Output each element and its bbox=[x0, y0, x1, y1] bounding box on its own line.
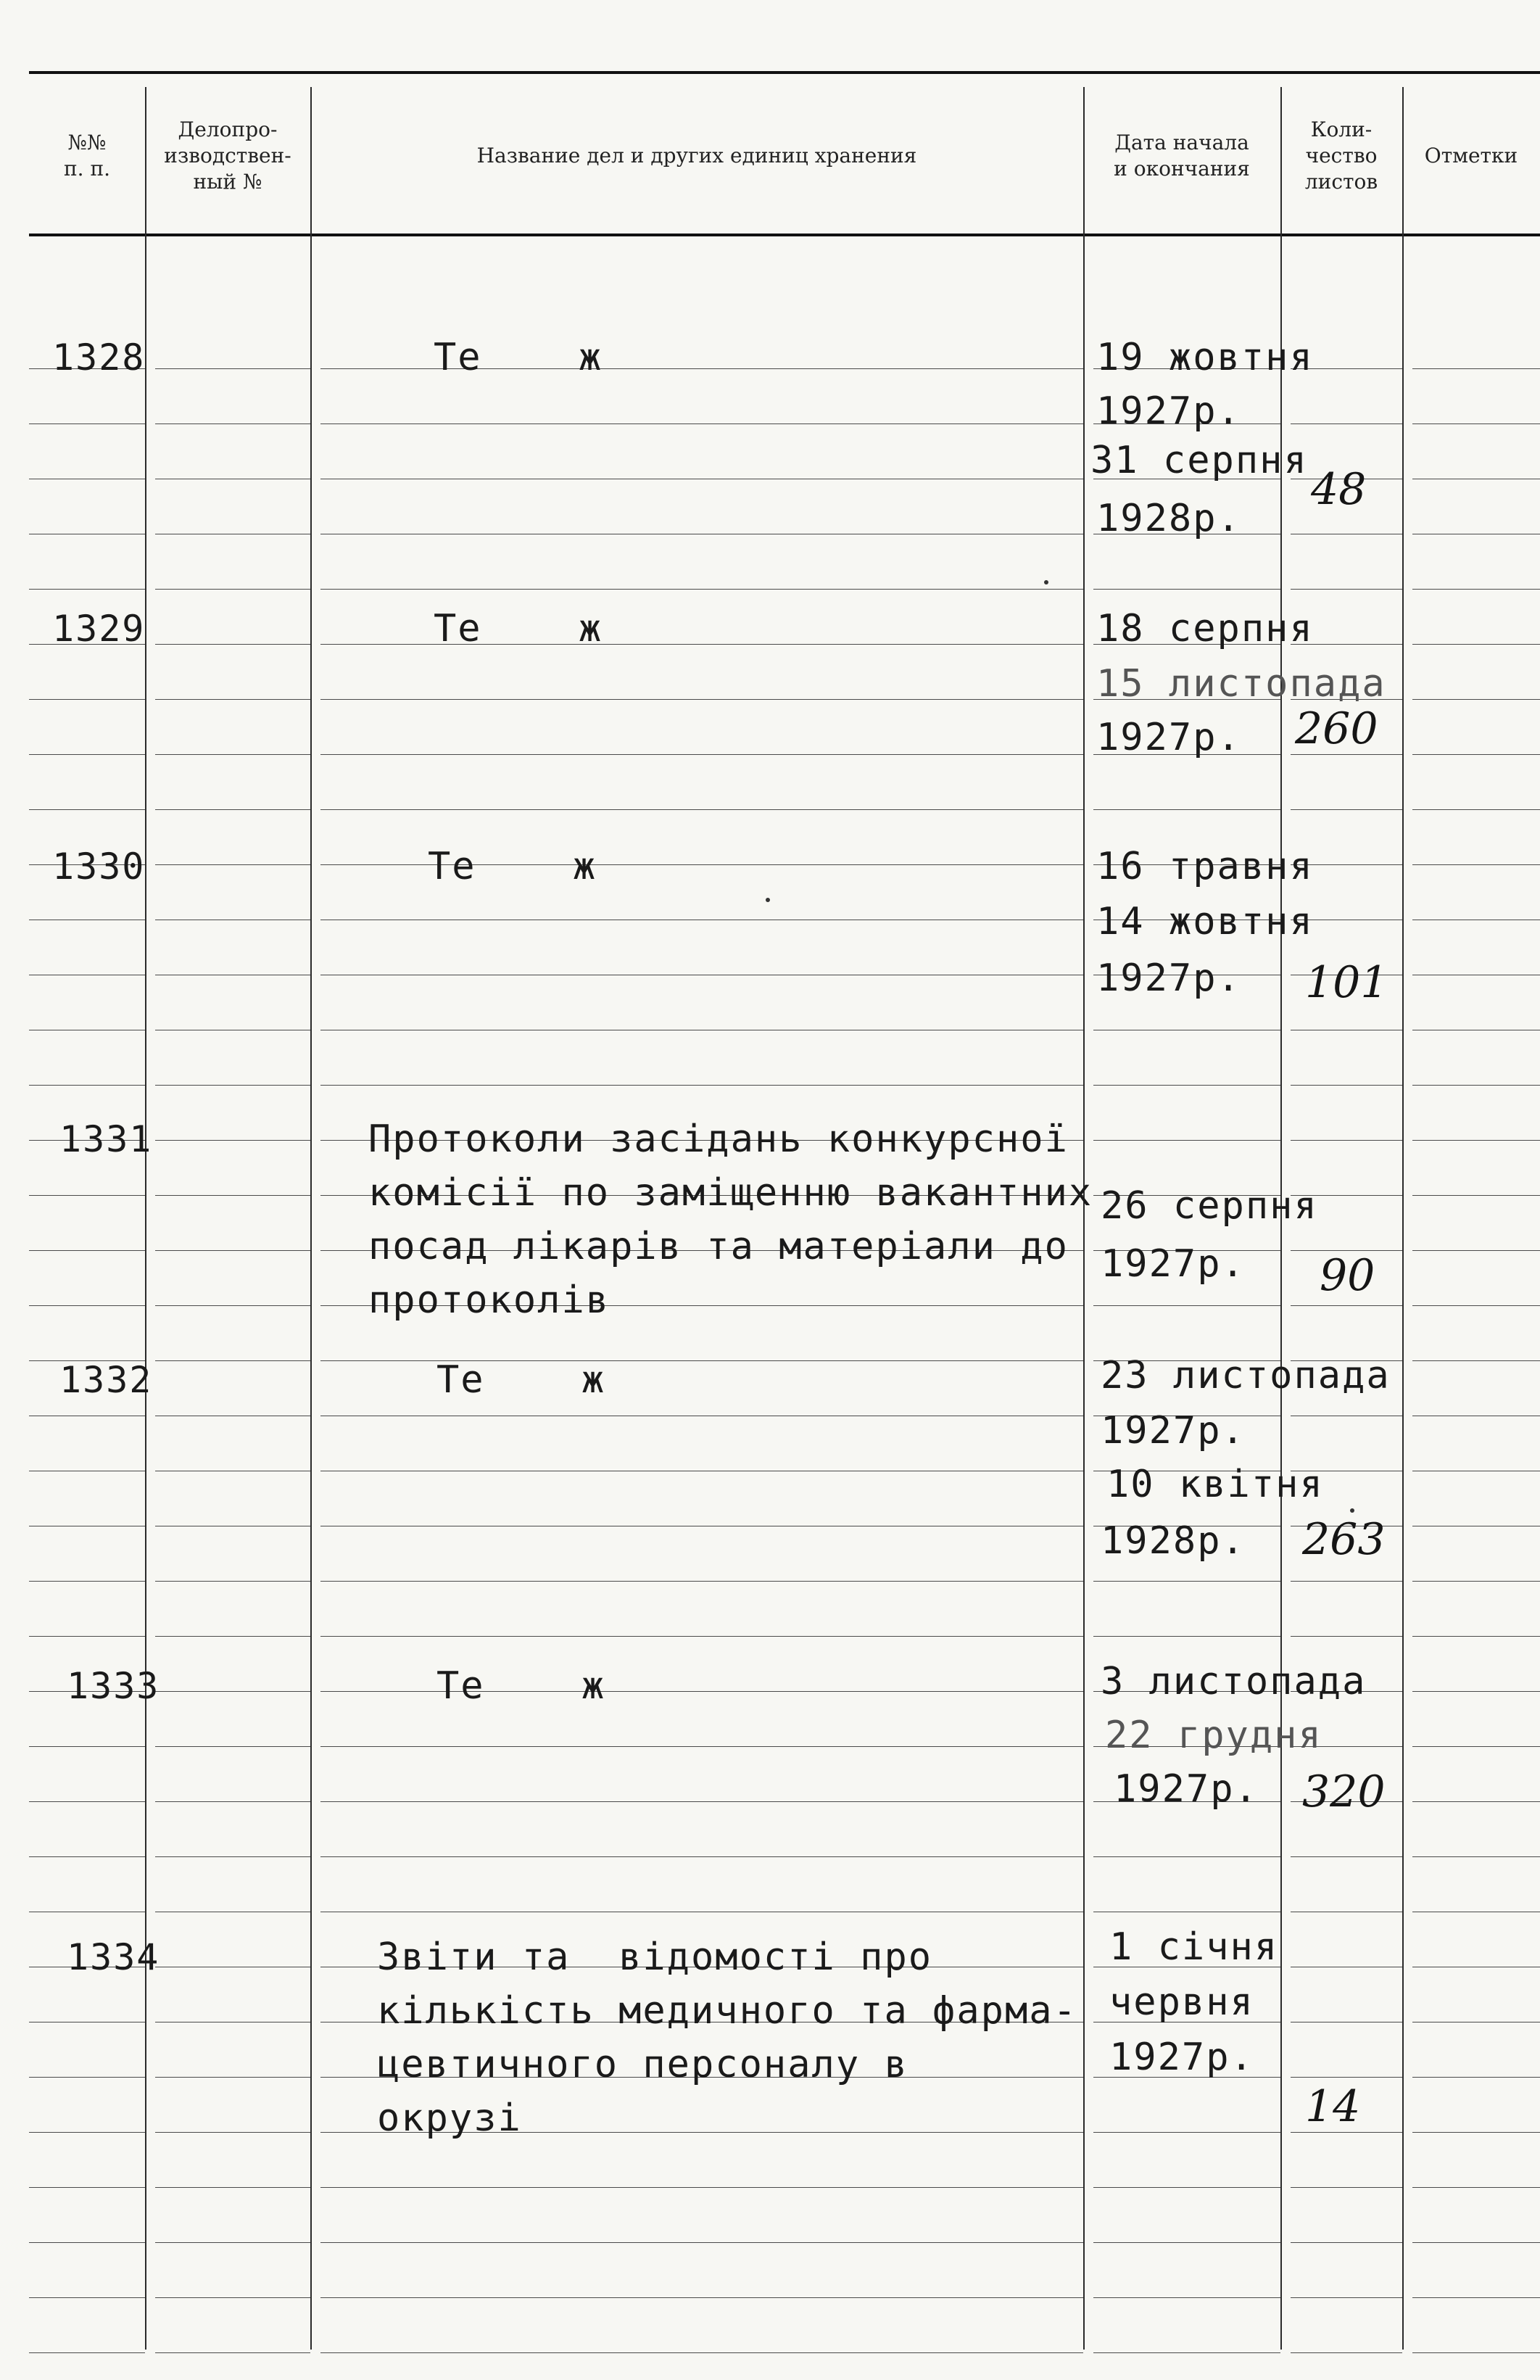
ruled-line bbox=[320, 1746, 1083, 1747]
ruled-line bbox=[155, 1636, 310, 1637]
ruled-line bbox=[1093, 2132, 1280, 2133]
ruled-line bbox=[1291, 1856, 1402, 1857]
ruled-line bbox=[155, 1801, 310, 1802]
ruled-line bbox=[29, 1801, 145, 1802]
entry-date: 1927р. bbox=[1114, 1767, 1259, 1811]
ruled-line bbox=[1093, 589, 1280, 590]
entry-number: 1330 bbox=[52, 846, 146, 888]
ruled-line bbox=[1093, 2242, 1280, 2243]
entry-date: 26 серпня bbox=[1101, 1184, 1318, 1228]
entry-sheet-count: 48 bbox=[1311, 464, 1367, 515]
ruled-line bbox=[1412, 1581, 1540, 1582]
entry-date: 31 серпня bbox=[1090, 439, 1308, 482]
ruled-line bbox=[1291, 1085, 1402, 1086]
ruled-line bbox=[29, 2242, 145, 2243]
ruled-line bbox=[1093, 1085, 1280, 1086]
entry-date: 1 січня bbox=[1109, 1925, 1279, 1969]
entry-title-line: протоколів bbox=[368, 1278, 610, 1322]
entry-date: 1927р. bbox=[1096, 956, 1241, 1000]
header-office-number: Делопро- изводствен- ный № bbox=[164, 117, 291, 194]
entry-date: 1927р. bbox=[1101, 1409, 1246, 1453]
ruled-line bbox=[1412, 1250, 1540, 1251]
ruled-line bbox=[1291, 2187, 1402, 2188]
entry-sheet-count: 260 bbox=[1295, 703, 1378, 754]
ruled-line bbox=[1291, 1305, 1402, 1306]
ruled-line bbox=[1291, 2077, 1402, 2078]
entry-title-line: цевтичного персоналу в bbox=[377, 2043, 908, 2086]
ruled-line bbox=[1412, 368, 1540, 369]
ruled-line bbox=[1093, 2297, 1280, 2298]
entry-number: 1333 bbox=[67, 1665, 160, 1707]
entry-sheet-count: 320 bbox=[1302, 1767, 1386, 1817]
ruled-line bbox=[155, 809, 310, 810]
ruled-line bbox=[1412, 754, 1540, 755]
ruled-line bbox=[1093, 2352, 1280, 2353]
ruled-line bbox=[1412, 864, 1540, 865]
header-bottom-rule bbox=[29, 234, 1540, 236]
ruled-line bbox=[155, 368, 310, 369]
entry-sheet-count: 90 bbox=[1320, 1250, 1375, 1301]
entry-sheet-count: 263 bbox=[1302, 1514, 1386, 1565]
ruled-line bbox=[29, 423, 145, 424]
entry-date: 1928р. bbox=[1096, 497, 1241, 540]
ruled-line bbox=[1412, 699, 1540, 700]
entry-title-line: Звіти та відомості про bbox=[377, 1935, 933, 1979]
ruled-line bbox=[1093, 809, 1280, 810]
ruled-line bbox=[1412, 1691, 1540, 1692]
entry-title: Те ж bbox=[436, 1358, 606, 1402]
ruled-line bbox=[29, 1581, 145, 1582]
ruled-line bbox=[29, 2297, 145, 2298]
header-top-rule bbox=[29, 71, 1540, 74]
ruled-line bbox=[155, 2187, 310, 2188]
entry-date: 18 серпня bbox=[1096, 607, 1314, 650]
ruled-line bbox=[155, 1360, 310, 1361]
ruled-line bbox=[155, 1856, 310, 1857]
ruled-line bbox=[1412, 2242, 1540, 2243]
ruled-line bbox=[1412, 1195, 1540, 1196]
entry-date: червня bbox=[1109, 1980, 1254, 2024]
entry-number: 1328 bbox=[52, 336, 146, 379]
ruled-line bbox=[1093, 1581, 1280, 1582]
ruled-line bbox=[1412, 2352, 1540, 2353]
entry-date: 1927р. bbox=[1109, 2036, 1254, 2079]
entry-date: 22 грудня bbox=[1105, 1714, 1322, 1757]
ruled-line bbox=[320, 423, 1083, 424]
entry-date: 15 листопада bbox=[1096, 662, 1386, 706]
ruled-line bbox=[29, 2352, 145, 2353]
ruled-line bbox=[320, 2187, 1083, 2188]
paper-speck bbox=[1044, 580, 1048, 584]
ruled-line bbox=[320, 1691, 1083, 1692]
ruled-line bbox=[1093, 1305, 1280, 1306]
entry-sheet-count: 14 bbox=[1305, 2081, 1361, 2132]
ruled-line bbox=[1291, 589, 1402, 590]
ruled-line bbox=[155, 1746, 310, 1747]
header-dates: Дата начала и окончания bbox=[1114, 131, 1250, 181]
ruled-line bbox=[29, 2132, 145, 2133]
ruled-line bbox=[155, 864, 310, 865]
ruled-line bbox=[155, 2242, 310, 2243]
header-title: Название дел и других единиц хранения bbox=[476, 144, 917, 168]
ruled-line bbox=[1412, 1636, 1540, 1637]
entry-date: 1927р. bbox=[1096, 716, 1241, 759]
ruled-line bbox=[155, 1140, 310, 1141]
entry-date: 1927р. bbox=[1101, 1242, 1246, 1286]
ruled-line bbox=[155, 2132, 310, 2133]
entry-date: 10 квітня bbox=[1106, 1463, 1324, 1506]
ruled-line bbox=[320, 2352, 1083, 2353]
entry-title-line: комісії по заміщенню вакантних bbox=[368, 1171, 1093, 1215]
ruled-line bbox=[29, 754, 145, 755]
ruled-line bbox=[1291, 423, 1402, 424]
entry-date: 1928р. bbox=[1101, 1519, 1246, 1563]
ruled-line bbox=[155, 754, 310, 755]
entry-date: 23 листопада bbox=[1101, 1354, 1391, 1397]
entry-date: 19 жовтня bbox=[1096, 336, 1314, 379]
ruled-line bbox=[29, 1250, 145, 1251]
ruled-line bbox=[1412, 1856, 1540, 1857]
entry-number: 1329 bbox=[52, 608, 146, 650]
ruled-line bbox=[155, 1085, 310, 1086]
ruled-line bbox=[155, 589, 310, 590]
col-rule-5 bbox=[1402, 87, 1404, 2350]
ruled-line bbox=[1412, 1085, 1540, 1086]
ruled-line bbox=[320, 754, 1083, 755]
ruled-line bbox=[29, 809, 145, 810]
ruled-line bbox=[29, 1195, 145, 1196]
entry-title-line: посад лікарів та матеріали до bbox=[368, 1225, 1069, 1268]
ruled-line bbox=[155, 2297, 310, 2298]
ruled-line bbox=[1412, 1360, 1540, 1361]
ruled-line bbox=[1412, 809, 1540, 810]
entry-date: 14 жовтня bbox=[1096, 900, 1314, 943]
ruled-line bbox=[29, 1746, 145, 1747]
ruled-line bbox=[1291, 2242, 1402, 2243]
ruled-line bbox=[1291, 754, 1402, 755]
ruled-line bbox=[155, 699, 310, 700]
ruled-line bbox=[29, 2077, 145, 2078]
col-rule-2 bbox=[310, 87, 312, 2350]
ruled-line bbox=[155, 2077, 310, 2078]
ruled-line bbox=[29, 2187, 145, 2188]
ruled-line bbox=[320, 699, 1083, 700]
ruled-line bbox=[155, 423, 310, 424]
ruled-line bbox=[320, 1360, 1083, 1361]
ruled-line bbox=[155, 1250, 310, 1251]
ruled-line bbox=[29, 1636, 145, 1637]
ruled-line bbox=[1093, 1636, 1280, 1637]
ruled-line bbox=[320, 2242, 1083, 2243]
ruled-line bbox=[29, 1856, 145, 1857]
ruled-line bbox=[1291, 2352, 1402, 2353]
entry-title-line: кількість медичного та фарма- bbox=[377, 1989, 1077, 2033]
ruled-line bbox=[1291, 1140, 1402, 1141]
header-notes: Отметки bbox=[1424, 144, 1518, 168]
ruled-line bbox=[1291, 2297, 1402, 2298]
entry-number: 1332 bbox=[59, 1359, 153, 1401]
entry-sheet-count: 101 bbox=[1305, 957, 1388, 1008]
entry-title-line: окрузі bbox=[377, 2096, 522, 2140]
ruled-line bbox=[1093, 1140, 1280, 1141]
ruled-line bbox=[320, 1856, 1083, 1857]
ruled-line bbox=[1412, 1746, 1540, 1747]
ruled-line bbox=[320, 2297, 1083, 2298]
entry-number: 1334 bbox=[67, 1936, 160, 1978]
ruled-line bbox=[320, 1085, 1083, 1086]
ruled-line bbox=[1291, 1581, 1402, 1582]
ruled-line bbox=[1412, 2187, 1540, 2188]
ruled-line bbox=[1412, 589, 1540, 590]
ruled-line bbox=[320, 1636, 1083, 1637]
ruled-line bbox=[1412, 644, 1540, 645]
ruled-line bbox=[155, 1305, 310, 1306]
ruled-line bbox=[155, 1691, 310, 1692]
ruled-line bbox=[1093, 2187, 1280, 2188]
col-rule-1 bbox=[145, 87, 146, 2350]
ruled-line bbox=[1412, 1140, 1540, 1141]
paper-speck bbox=[1350, 1508, 1354, 1513]
entry-date: 1927р. bbox=[1096, 389, 1241, 433]
entry-title: Те ж bbox=[436, 1664, 606, 1708]
ruled-line bbox=[320, 589, 1083, 590]
entry-number: 1331 bbox=[59, 1118, 153, 1160]
ruled-line bbox=[320, 1801, 1083, 1802]
ruled-line bbox=[29, 1085, 145, 1086]
ruled-line bbox=[155, 1581, 310, 1582]
ruled-line bbox=[1291, 2132, 1402, 2133]
ruled-line bbox=[155, 644, 310, 645]
ruled-line bbox=[320, 809, 1083, 810]
entry-date: 16 травня bbox=[1096, 845, 1314, 888]
header-number: №№ п. п. bbox=[63, 131, 111, 181]
ruled-line bbox=[29, 1305, 145, 1306]
ruled-line bbox=[29, 589, 145, 590]
ruled-line bbox=[1093, 1856, 1280, 1857]
header-sheet-count: Коли- чество листов bbox=[1304, 117, 1378, 194]
ruled-line bbox=[29, 699, 145, 700]
ruled-line bbox=[1291, 809, 1402, 810]
ruled-line bbox=[1291, 1636, 1402, 1637]
ruled-line bbox=[155, 1195, 310, 1196]
ruled-line bbox=[155, 2352, 310, 2353]
ruled-line bbox=[320, 1581, 1083, 1582]
entry-title: Те ж bbox=[428, 845, 597, 888]
entry-title: Те ж bbox=[434, 607, 603, 650]
ruled-line bbox=[1412, 1801, 1540, 1802]
entry-title-line: Протоколи засідань конкурсної bbox=[368, 1117, 1069, 1161]
ruled-line bbox=[1412, 423, 1540, 424]
ruled-line bbox=[1412, 2297, 1540, 2298]
ruled-line bbox=[1412, 2077, 1540, 2078]
entry-title: Те ж bbox=[434, 336, 603, 379]
entry-date: 3 листопада bbox=[1101, 1660, 1367, 1703]
ruled-line bbox=[1412, 2132, 1540, 2133]
paper-speck bbox=[766, 898, 770, 902]
ruled-line bbox=[1412, 1305, 1540, 1306]
